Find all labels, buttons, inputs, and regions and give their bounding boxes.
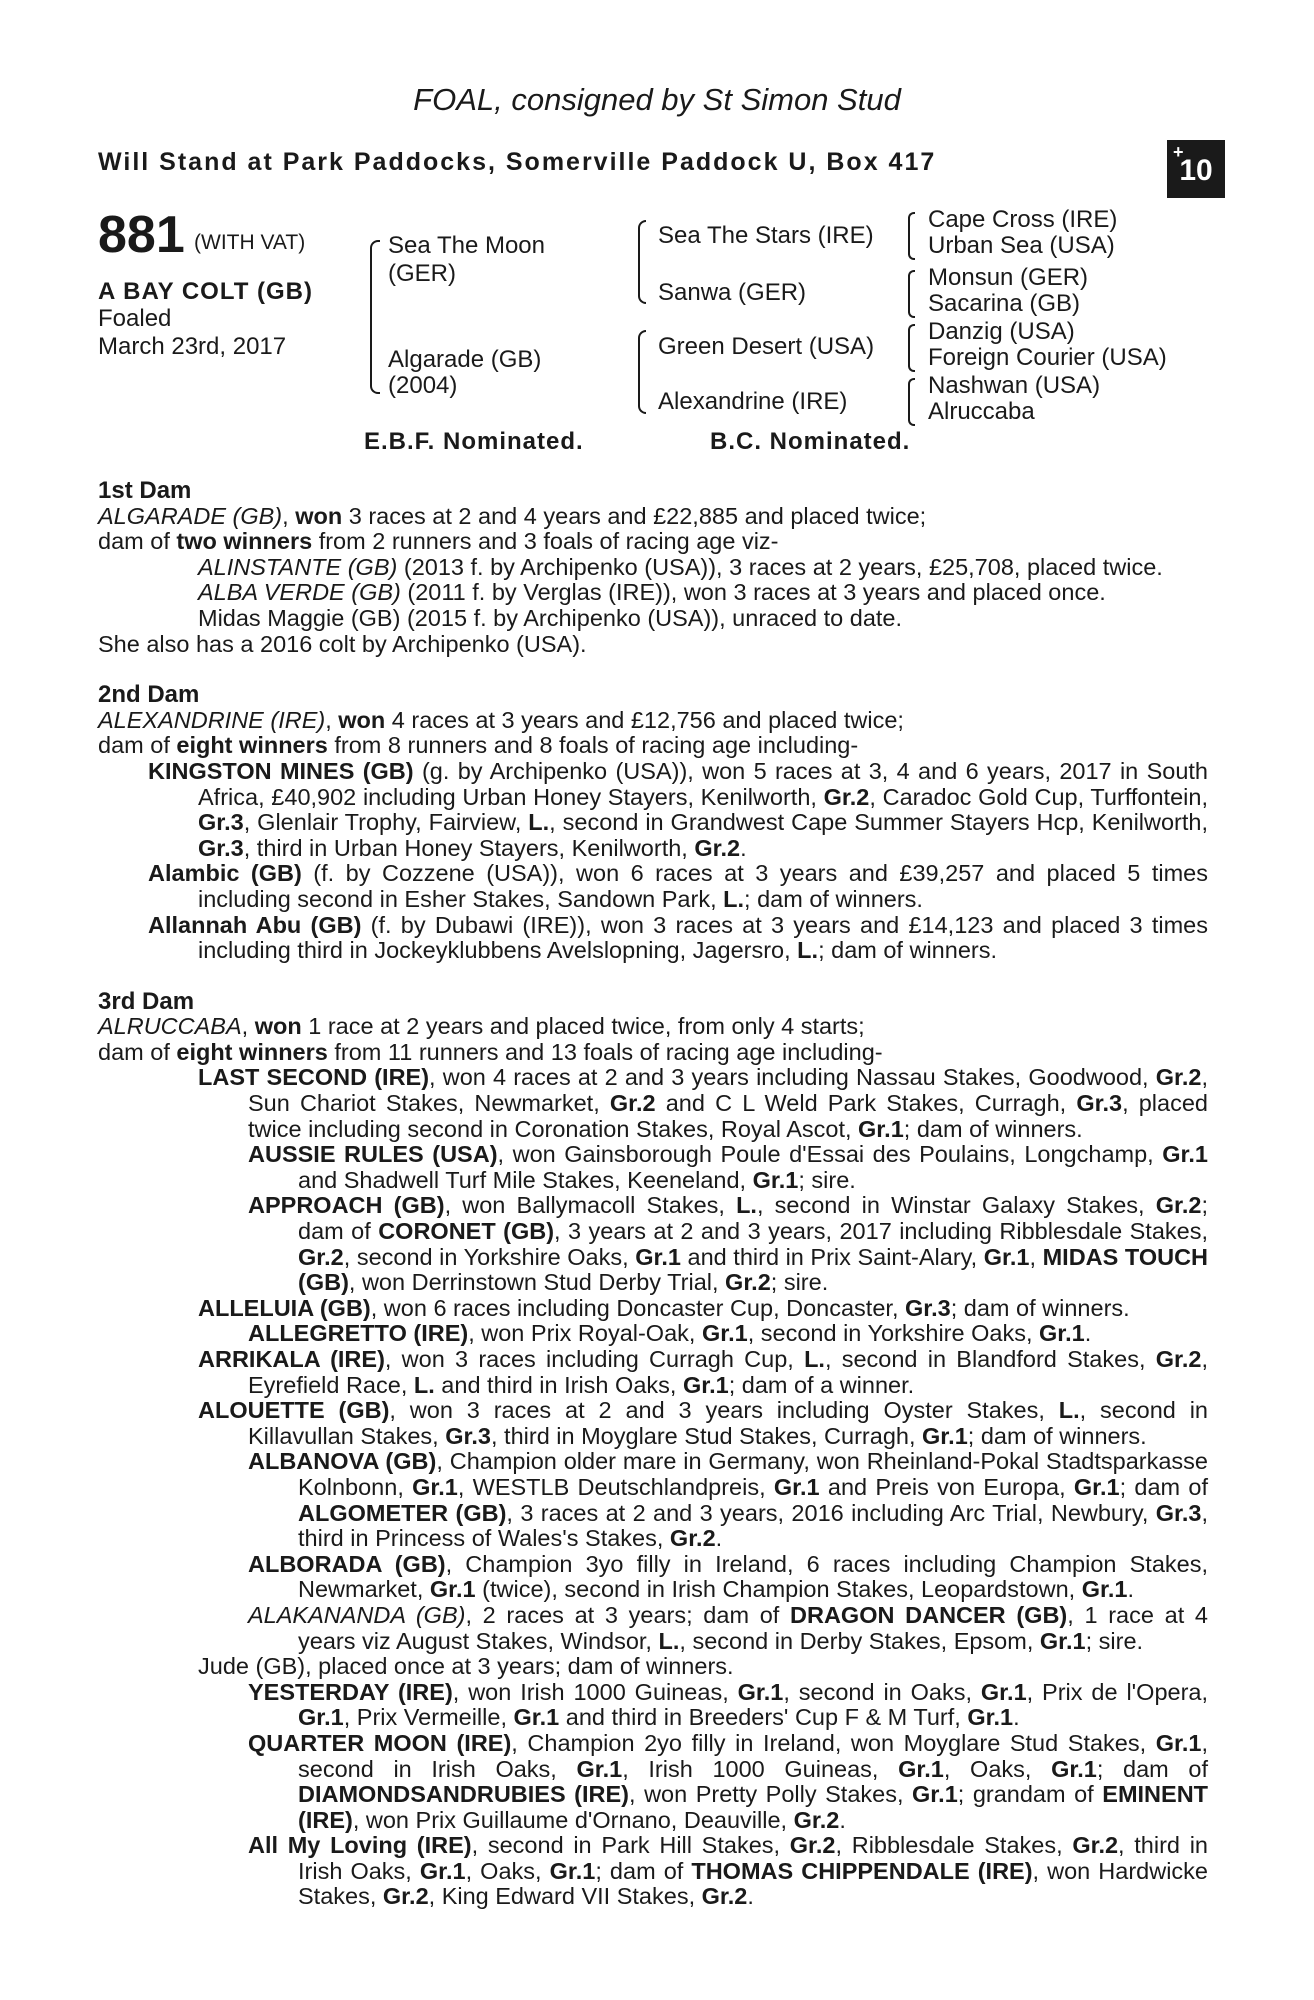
text-run: from 11 runners and 13 foals of racing age including-	[327, 1038, 883, 1065]
text-run: Gr.1	[1051, 1755, 1097, 1782]
text-run: Gr.1	[513, 1704, 560, 1731]
text-run: Gr.2	[725, 1269, 771, 1296]
produce-entry	[98, 1193, 1208, 1295]
dam-summary-line	[98, 504, 1208, 530]
text-run: Gr.1	[737, 1678, 784, 1705]
text-run: Gr.1	[752, 1166, 799, 1193]
text-run: Gr.1	[1039, 1320, 1085, 1347]
text-run: Alambic (GB)	[148, 860, 302, 887]
text-run: , third in Princess of Wales's Stakes,	[298, 1499, 1208, 1552]
text-run: L.	[804, 1346, 825, 1372]
text-run: two winners	[176, 528, 313, 555]
text-run: ALGARADE (GB)	[98, 502, 283, 529]
pedigree-gen3-2: Urban Sea (USA)	[928, 232, 1115, 259]
pedigree-gen2-1: Sea The Stars (IRE)	[658, 222, 874, 249]
text-run: ; dam of winners.	[744, 885, 923, 912]
second-dam-produce	[98, 759, 1208, 964]
text-run: L.	[413, 1371, 435, 1398]
text-run: , won Prix Guillaume d'Ornano, Deauville,	[352, 1806, 794, 1833]
text-run: , won 6 races including Doncaster Cup, Doncaster,	[370, 1294, 905, 1321]
text-run: and Preis von Europa,	[819, 1473, 1074, 1500]
pedigree-gen2-4: Alexandrine (IRE)	[658, 388, 848, 415]
text-run: Gr.1	[983, 1243, 1030, 1270]
text-run: , second in Killavullan Stakes,	[248, 1397, 1208, 1449]
produce-entry	[98, 555, 1208, 581]
text-run: ; dam of	[298, 1192, 1208, 1245]
text-run: ; grandam of	[957, 1781, 1103, 1808]
text-run: LAST SECOND (IRE)	[198, 1064, 430, 1091]
text-run: , won 3 races at 2 and 3 years including Oyster Stakes,	[389, 1397, 1059, 1424]
text-run: , third in Irish Oaks,	[298, 1832, 1208, 1884]
dam-year: (2004)	[388, 372, 458, 399]
text-run: (2011 f. by Verglas (IRE)), won 3 races at 3 years and placed once.	[400, 579, 1106, 606]
third-dam-entries	[98, 1065, 1208, 1910]
text-run: Gr.2	[1155, 1346, 1202, 1372]
text-run: Gr.2	[694, 834, 741, 861]
text-run: ALLELUIA (GB)	[198, 1294, 371, 1321]
text-run: L.	[797, 937, 819, 964]
text-run: dam of	[98, 732, 177, 759]
text-run: , 3 races at 2 and 3 years, 2016 including Arc Trial, Newbury,	[506, 1499, 1156, 1526]
text-run: .	[715, 1525, 723, 1552]
dam-summary-line	[98, 1040, 1208, 1066]
produce-entry	[98, 1680, 1208, 1731]
text-run: (2013 f. by Archipenko (USA)), 3 races at 2 years, £25,708, placed twice.	[397, 553, 1163, 580]
pedigree-gen3-4: Sacarina (GB)	[928, 290, 1081, 317]
text-run: Gr.2	[298, 1243, 344, 1270]
second-dam-lines	[98, 708, 1208, 759]
text-run: Gr.3	[198, 834, 244, 861]
text-run: ; dam of	[1119, 1473, 1208, 1500]
text-run: , won Irish 1000 Guineas,	[452, 1678, 738, 1705]
produce-entry	[98, 1603, 1208, 1654]
text-run: , Champion 3yo filly in Ireland, 6 races including Champion Stakes, Newmarket,	[298, 1550, 1208, 1603]
text-run: , second in Yorkshire Oaks,	[343, 1243, 636, 1270]
text-run: Gr.3	[198, 809, 244, 836]
text-run: L.	[658, 1627, 680, 1654]
text-run: (g. by Archipenko (USA)), won 5 races at 3, 4 and 6 years, 2017 in South Africa, £40,902 including Urban Honey Stayers, Kenilworth,	[198, 757, 1208, 810]
text-run: , won 4 races at 2 and 3 years including Nassau Stakes, Goodwood,	[429, 1064, 1156, 1091]
text-run: Gr.3	[1155, 1499, 1202, 1526]
text-run: , won Prix Royal-Oak,	[468, 1320, 702, 1347]
text-run: Gr.2	[382, 1883, 429, 1910]
text-run: ALAKANANDA (GB)	[248, 1601, 466, 1628]
text-run: ; dam of winners.	[903, 1115, 1083, 1142]
text-run: Gr.1	[898, 1755, 944, 1782]
text-run: ; sire.	[770, 1269, 829, 1296]
sire-country: (GER)	[388, 260, 456, 287]
text-run: All My Loving (IRE)	[248, 1832, 472, 1859]
pedigree-gen2-2: Sanwa (GER)	[658, 279, 807, 306]
text-run: Gr.2	[1155, 1064, 1202, 1091]
text-run: ALRUCCABA	[98, 1013, 242, 1040]
text-run: and third in Prix Saint-Alary,	[680, 1243, 984, 1270]
pedigree-gen3-5: Danzig (USA)	[928, 318, 1075, 345]
text-run: eight winners	[176, 1038, 328, 1065]
text-run: Gr.2	[793, 1806, 840, 1833]
produce-entry	[98, 861, 1208, 912]
text-run: .	[1013, 1704, 1020, 1731]
text-run: , second in Irish Oaks,	[298, 1729, 1208, 1782]
text-run: Gr.1	[682, 1371, 729, 1398]
text-run: DIAMONDSANDRUBIES (IRE)	[298, 1781, 630, 1808]
dam-summary-line	[98, 708, 1208, 734]
text-run: ALINSTANTE (GB)	[198, 553, 398, 580]
text-run: Gr.1	[549, 1857, 596, 1884]
text-run: Gr.2	[823, 783, 870, 810]
text-run: ; dam of winners.	[818, 937, 997, 964]
text-run: Gr.1	[912, 1781, 958, 1808]
text-run: ALBANOVA (GB)	[248, 1448, 437, 1475]
brace-g3-1	[908, 212, 915, 260]
text-run: Gr.2	[701, 1883, 748, 1910]
text-run: Gr.1	[576, 1755, 623, 1782]
first-dam-note: She also has a 2016 colt by Archipenko (USA).	[98, 630, 587, 657]
text-run: Gr.1	[429, 1576, 476, 1603]
text-run: THOMAS CHIPPENDALE (IRE)	[691, 1857, 1033, 1884]
text-run: , Champion older mare in Germany, won Rheinland-Pokal Stadtsparkasse Kolnbonn,	[298, 1448, 1208, 1500]
text-run: , Irish 1000 Guineas,	[622, 1755, 899, 1782]
pedigree-gen3-1: Cape Cross (IRE)	[928, 206, 1118, 233]
text-run: , second in Winstar Galaxy Stakes,	[756, 1192, 1156, 1219]
text-run: Gr.1	[635, 1243, 681, 1270]
text-run: , won Derrinstown Stud Derby Trial,	[348, 1269, 726, 1296]
text-run: won	[295, 502, 343, 529]
first-dam-heading: 1st Dam	[98, 477, 192, 504]
text-run: ALOUETTE (GB)	[198, 1397, 390, 1424]
text-run: and third in Breeders' Cup F & M Turf,	[559, 1704, 968, 1731]
text-run: from 2 runners and 3 foals of racing age viz-	[312, 528, 779, 555]
brace-sire-dam	[370, 240, 380, 394]
text-run: Gr.1	[1039, 1627, 1086, 1654]
badge-plus: +	[1173, 142, 1184, 162]
text-run: ; dam of	[595, 1857, 692, 1884]
stand-location: Will Stand at Park Paddocks, Somerville Paddock U, Box 417	[98, 148, 937, 176]
pedigree-notes	[98, 478, 1208, 1910]
text-run: , won Pretty Polly Stakes,	[629, 1781, 913, 1808]
text-run: Gr.1	[858, 1115, 904, 1142]
text-run: , WESTLB Deutschlandpreis,	[457, 1473, 774, 1500]
brace-sire	[638, 220, 646, 304]
produce-entry	[98, 913, 1208, 964]
text-run: (f. by Dubawi (IRE)), won 3 races at 3 years and £14,123 and placed 3 times including third in Jockeyklubbens Avelslopning, Jagersro,	[198, 911, 1208, 964]
text-run: ALEXANDRINE (IRE)	[98, 706, 326, 733]
text-run: , 1 race at 4 years viz August Stakes, Windsor,	[298, 1601, 1208, 1654]
dam-summary-line	[98, 1014, 1208, 1040]
text-run: 1 race at 2 years and placed twice, from only 4 starts;	[301, 1013, 865, 1040]
produce-entry	[98, 1654, 1208, 1680]
brace-g3-2	[908, 270, 915, 318]
text-run: , Prix de l'Opera,	[1026, 1678, 1209, 1705]
text-run: ; sire.	[1085, 1627, 1144, 1654]
text-run: ARRIKALA (IRE)	[198, 1346, 385, 1372]
text-run: ALLEGRETTO (IRE)	[248, 1320, 469, 1347]
text-run: DRAGON DANCER (GB)	[790, 1601, 1068, 1628]
text-run: MIDAS TOUCH (GB)	[298, 1243, 1209, 1296]
text-run: Gr.2	[1155, 1192, 1202, 1219]
lot-number: 881	[98, 206, 185, 264]
text-run: , second in Park Hill Stakes,	[471, 1832, 790, 1859]
text-run: .	[740, 834, 747, 861]
text-run: and third in Irish Oaks,	[434, 1371, 683, 1398]
text-run: , Eyrefield Race,	[248, 1346, 1208, 1398]
text-run: , Ribblesdale Stakes,	[835, 1832, 1073, 1859]
dam-name: Algarade (GB)	[388, 346, 542, 373]
text-run: , Prix Vermeille,	[343, 1704, 514, 1731]
text-run: , won Hardwicke Stakes,	[298, 1857, 1208, 1910]
text-run: , won 3 races including Curragh Cup,	[384, 1346, 805, 1372]
text-run: .	[1127, 1576, 1134, 1603]
text-run: QUARTER MOON (IRE)	[248, 1729, 512, 1756]
text-run: , second in Yorkshire Oaks,	[747, 1320, 1039, 1347]
text-run: Gr.1	[701, 1320, 748, 1347]
first-dam-produce	[98, 555, 1208, 632]
text-run: ; dam of	[1096, 1755, 1208, 1782]
text-run: ,	[241, 1013, 255, 1040]
text-run: , Glenlair Trophy, Fairview,	[243, 809, 529, 836]
text-run: ; dam of winners.	[950, 1294, 1130, 1321]
text-run: Gr.1	[1162, 1141, 1208, 1168]
text-run: , second in Oaks,	[783, 1678, 981, 1705]
produce-entry	[98, 1347, 1208, 1398]
text-run: , 3 years at 2 and 3 years, 2017 including Ribblesdale Stakes,	[554, 1218, 1208, 1245]
pedigree-gen3-8: Alruccaba	[928, 398, 1035, 425]
text-run: .	[839, 1806, 846, 1833]
text-run: , Champion 2yo filly in Ireland, won Moyglare Stud Stakes,	[511, 1729, 1156, 1756]
produce-entry	[98, 1449, 1208, 1551]
text-run: ; dam of a winner.	[728, 1371, 915, 1398]
text-run: , Caradoc Gold Cup, Turffontein,	[869, 783, 1208, 810]
text-run: won	[254, 1013, 302, 1040]
text-run: ; dam of winners.	[967, 1422, 1147, 1449]
dam-summary-line	[98, 529, 1208, 555]
brace-g3-3	[908, 324, 915, 372]
text-run: KINGSTON MINES (GB)	[148, 757, 414, 784]
text-run: Gr.1	[1081, 1576, 1128, 1603]
text-run: , placed twice including second in Coronation Stakes, Royal Ascot,	[248, 1090, 1208, 1142]
text-run: Gr.1	[967, 1704, 1014, 1731]
text-run: L.	[723, 885, 745, 912]
text-run: YESTERDAY (IRE)	[248, 1678, 453, 1705]
produce-entry	[98, 1398, 1208, 1449]
brace-g3-4	[908, 378, 915, 426]
dam-summary-line	[98, 733, 1208, 759]
consignor-line: FOAL, consigned by St Simon Stud	[413, 82, 901, 117]
text-run: Gr.3	[445, 1422, 491, 1449]
text-run: and Shadwell Turf Mile Stakes, Keeneland,	[298, 1166, 753, 1193]
text-run: (f. by Cozzene (USA)), won 6 races at 3 years and £39,257 and placed 5 times including second in Esher Stakes, Sandown Park,	[198, 860, 1208, 912]
text-run: Midas Maggie (GB) (2015 f. by Archipenko (USA)), unraced to date.	[198, 604, 903, 631]
text-run: , Sun Chariot Stakes, Newmarket,	[248, 1064, 1208, 1117]
text-run: , second in Blandford Stakes,	[824, 1346, 1156, 1372]
pedigree-gen2-3: Green Desert (USA)	[658, 333, 875, 360]
text-run: 4 races at 3 years and £12,756 and placed twice;	[385, 706, 904, 733]
produce-entry	[98, 1142, 1208, 1193]
text-run: , second in Grandwest Cape Summer Stayers Hcp, Kenilworth,	[549, 809, 1208, 836]
pedigree-gen3-6: Foreign Courier (USA)	[928, 344, 1167, 371]
text-run: , won Ballymacoll Stakes,	[444, 1192, 737, 1219]
text-run: won	[338, 706, 386, 733]
pedigree-gen3-7: Nashwan (USA)	[928, 372, 1101, 399]
text-run: ,	[1029, 1243, 1043, 1270]
text-run: Jude (GB), placed once at 3 years; dam of winners.	[198, 1653, 734, 1680]
produce-entry	[98, 1296, 1208, 1322]
text-run: Gr.1	[1155, 1729, 1202, 1756]
text-run: APPROACH (GB)	[248, 1192, 445, 1219]
text-run: Gr.1	[412, 1473, 458, 1500]
text-run: ALBA VERDE (GB)	[198, 579, 401, 606]
text-run: ALBORADA (GB)	[248, 1550, 446, 1577]
produce-entry	[98, 759, 1208, 861]
first-dam-lines	[98, 504, 1208, 555]
text-run: , second in Derby Stakes, Epsom,	[679, 1627, 1040, 1654]
foaled-label: Foaled	[98, 305, 172, 332]
text-run: Gr.2	[609, 1090, 656, 1117]
text-run: ,	[282, 502, 296, 529]
produce-entry	[98, 1552, 1208, 1603]
text-run: ; sire.	[798, 1166, 856, 1193]
text-run: , Oaks,	[465, 1857, 550, 1884]
text-run: Gr.1	[419, 1857, 466, 1884]
text-run: Gr.1	[980, 1678, 1027, 1705]
text-run: Gr.2	[789, 1832, 836, 1859]
text-run: Allannah Abu (GB)	[148, 911, 362, 938]
text-run: L.	[1058, 1397, 1080, 1424]
text-run: L.	[736, 1192, 757, 1219]
text-run: Gr.1	[1073, 1473, 1120, 1500]
produce-entry	[98, 1321, 1208, 1347]
text-run: Gr.1	[922, 1422, 968, 1449]
text-run: , won Gainsborough Poule d'Essai des Poulains, Longchamp,	[497, 1141, 1163, 1168]
text-run: AUSSIE RULES (USA)	[248, 1141, 498, 1168]
text-run: , 2 races at 3 years; dam of	[465, 1601, 790, 1628]
produce-entry	[98, 1731, 1208, 1833]
text-run: Gr.1	[773, 1473, 820, 1500]
text-run: L.	[528, 809, 550, 836]
text-run: .	[1084, 1320, 1092, 1347]
vat-note: (WITH VAT)	[194, 231, 306, 254]
brace-dam	[638, 330, 646, 414]
text-run: Gr.1	[298, 1704, 344, 1731]
foaled-date: March 23rd, 2017	[98, 333, 287, 360]
second-dam-heading: 2nd Dam	[98, 681, 200, 709]
text-run: Gr.3	[905, 1294, 951, 1321]
text-run: and C L Weld Park Stakes, Curragh,	[655, 1090, 1077, 1117]
third-dam-heading: 3rd Dam	[98, 987, 195, 1015]
text-run: 3 races at 2 and 4 years and £22,885 and placed twice;	[342, 502, 927, 529]
text-run: Gr.2	[1072, 1832, 1119, 1859]
badge-number: 10	[1179, 154, 1213, 187]
text-run: ,	[325, 706, 339, 733]
text-run: , third in Moyglare Stud Stakes, Curragh,	[490, 1422, 923, 1449]
lot-title: A BAY COLT (GB)	[98, 278, 314, 305]
text-run: CORONET (GB)	[378, 1218, 555, 1245]
text-run: , King Edward VII Stakes,	[428, 1883, 702, 1910]
text-run: , third in Urban Honey Stayers, Kenilworth,	[243, 834, 695, 861]
text-run: EMINENT (IRE)	[298, 1781, 1209, 1833]
text-run: Gr.3	[1076, 1090, 1123, 1117]
text-run: eight winners	[176, 732, 328, 759]
text-run: (twice), second in Irish Champion Stakes, Leopardstown,	[475, 1576, 1082, 1603]
pedigree-gen3-3: Monsun (GER)	[928, 264, 1089, 291]
produce-entry	[98, 580, 1208, 606]
third-dam-lines	[98, 1014, 1208, 1065]
badge	[1167, 140, 1225, 198]
produce-entry	[98, 1833, 1208, 1910]
bc-nominated: B.C. Nominated.	[710, 428, 911, 455]
text-run: .	[747, 1883, 754, 1910]
produce-entry	[98, 1065, 1208, 1142]
produce-entry	[98, 606, 1208, 632]
ebf-nominated: E.B.F. Nominated.	[364, 428, 584, 455]
text-run: from 8 runners and 8 foals of racing age including-	[327, 732, 859, 759]
sire-name: Sea The Moon	[388, 232, 545, 259]
text-run: dam of	[98, 528, 177, 555]
text-run: Gr.2	[669, 1525, 716, 1552]
text-run: , Oaks,	[943, 1755, 1052, 1782]
text-run: ALGOMETER (GB)	[298, 1499, 507, 1526]
text-run: dam of	[98, 1038, 177, 1065]
